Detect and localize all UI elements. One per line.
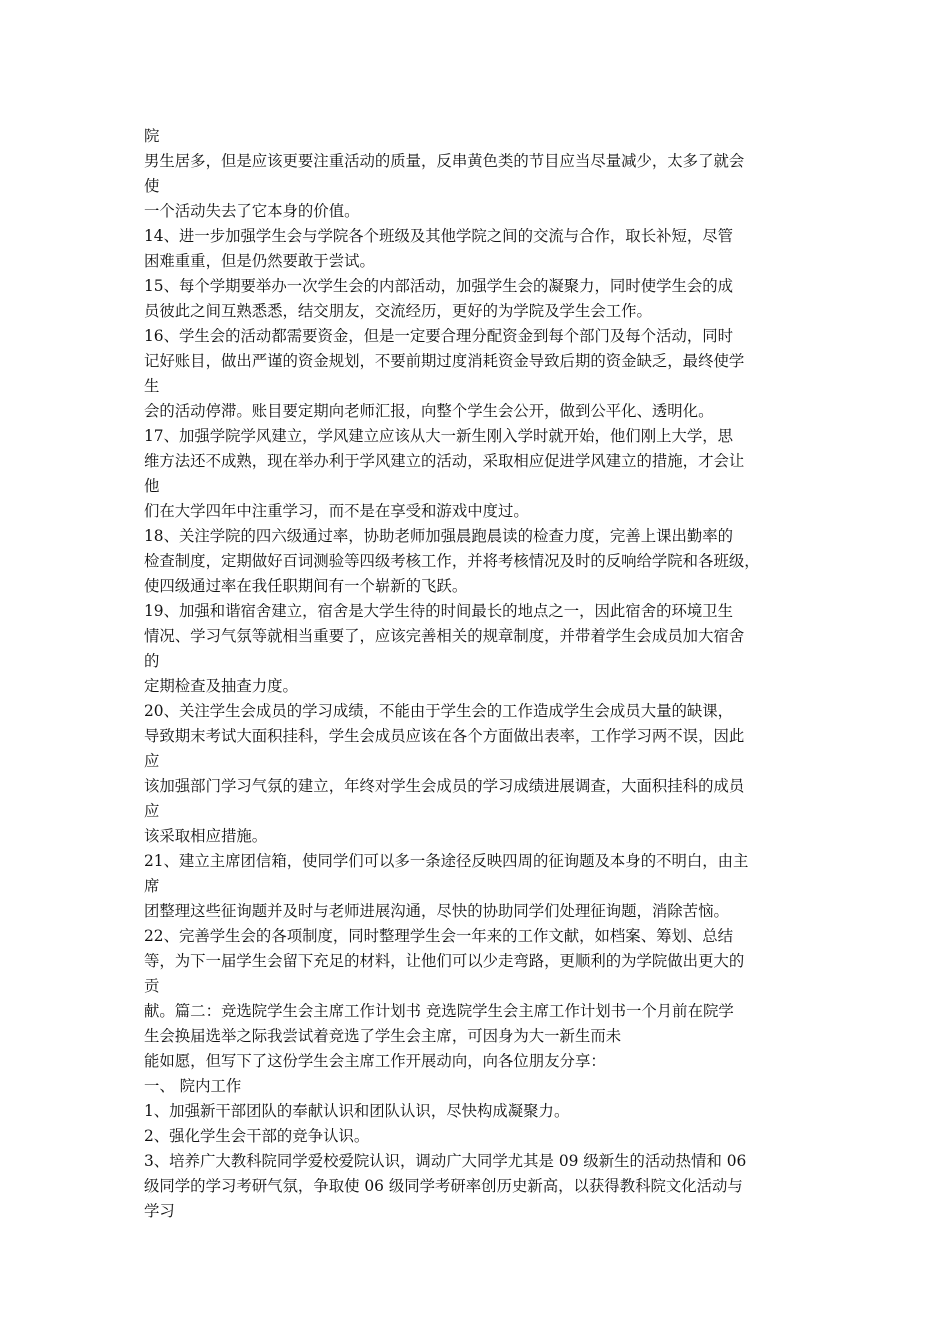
text-line: 检查制度，定期做好百词测验等四级考核工作，并将考核情况及时的反响给学院和各班级， xyxy=(144,552,760,570)
text-line: 的 xyxy=(144,652,160,670)
text-line: 22、完善学生会的各项制度，同时整理学生会一年来的工作文献，如档案、筹划、总结 xyxy=(144,927,734,945)
text-line: 一个活动失去了它本身的价值。 xyxy=(144,202,360,220)
text-line: 能如愿，但写下了这份学生会主席工作开展动向，向各位朋友分享： xyxy=(144,1052,606,1070)
text-line: 员彼此之间互熟悉悉，结交朋友，交流经历，更好的为学院及学生会工作。 xyxy=(144,302,652,320)
text-line: 18、关注学院的四六级通过率，协助老师加强晨跑晨读的检查力度，完善上课出勤率的 xyxy=(144,527,734,545)
text-line: 20、关注学生会成员的学习成绩，不能由于学生会的工作造成学生会成员大量的缺课， xyxy=(144,702,734,720)
document-body xyxy=(144,124,814,1224)
text-line: 该加强部门学习气氛的建立，年终对学生会成员的学习成绩进展调查，大面积挂科的成员 xyxy=(144,777,745,795)
text-line: 生会换届选举之际我尝试着竞选了学生会主席，可因身为大一新生而未 xyxy=(144,1027,622,1045)
text-line: 使 xyxy=(144,177,160,195)
text-line: 导致期末考试大面积挂科，学生会成员应该在各个方面做出表率，工作学习两不误，因此 xyxy=(144,727,745,745)
text-line: 男生居多，但是应该更要注重活动的质量，反串黄色类的节目应当尽量减少，太多了就会 xyxy=(144,152,745,170)
text-line: 15、每个学期要举办一次学生会的内部活动，加强学生会的凝聚力，同时使学生会的成 xyxy=(144,277,734,295)
text-line: 们在大学四年中注重学习，而不是在享受和游戏中度过。 xyxy=(144,502,529,520)
text-line: 3、培养广大教科院同学爱校爱院认识，调动广大同学尤其是 09 级新生的活动热情和 06 xyxy=(144,1152,747,1170)
text-line: 级同学的学习考研气氛，争取使 06 级同学考研率创历史新高，以获得教科院文化活动与 xyxy=(144,1177,743,1195)
text-line: 等，为下一届学生会留下充足的材料，让他们可以少走弯路，更顺利的为学院做出更大的 xyxy=(144,952,745,970)
text-line: 团整理这些征询题并及时与老师进展沟通，尽快的协助同学们处理征询题，消除苦恼。 xyxy=(144,902,729,920)
text-line: 困难重重，但是仍然要敢于尝试。 xyxy=(144,252,375,270)
text-line: 该采取相应措施。 xyxy=(144,827,268,845)
text-line: 献。篇二：竞选院学生会主席工作计划书 竞选院学生会主席工作计划书一个月前在院学 xyxy=(144,1002,734,1020)
text-line: 19、加强和谐宿舍建立，宿舍是大学生待的时间最长的地点之一，因此宿舍的环境卫生 xyxy=(144,602,734,620)
text-line: 席 xyxy=(144,877,160,895)
text-line: 贡 xyxy=(144,977,160,995)
text-line: 情况、学习气氛等就相当重要了，应该完善相关的规章制度，并带着学生会成员加大宿舍 xyxy=(144,627,745,645)
text-line: 16、学生会的活动都需要资金，但是一定要合理分配资金到每个部门及每个活动，同时 xyxy=(144,327,734,345)
text-line: 学习 xyxy=(144,1202,175,1220)
text-line: 维方法还不成熟，现在举办利于学风建立的活动，采取相应促进学风建立的措施，才会让 xyxy=(144,452,745,470)
text-line: 记好账目，做出严谨的资金规划，不要前期过度消耗资金导致后期的资金缺乏，最终使学 xyxy=(144,352,745,370)
text-line: 21、建立主席团信箱，使同学们可以多一条途径反映四周的征询题及本身的不明白，由主 xyxy=(144,852,749,870)
text-line: 14、进一步加强学生会与学院各个班级及其他学院之间的交流与合作，取长补短，尽管 xyxy=(144,227,734,245)
text-line: 应 xyxy=(144,752,160,770)
text-line: 定期检查及抽查力度。 xyxy=(144,677,298,695)
text-line: 生 xyxy=(144,377,160,395)
text-line: 院 xyxy=(144,127,160,145)
text-line: 17、加强学院学风建立，学风建立应该从大一新生刚入学时就开始，他们刚上大学，思 xyxy=(144,427,734,445)
text-line: 1、加强新干部团队的奉献认识和团队认识，尽快构成凝聚力。 xyxy=(144,1102,570,1120)
text-line: 一、 院内工作 xyxy=(144,1077,242,1095)
text-line: 会的活动停滞。账目要定期向老师汇报，向整个学生会公开，做到公平化、透明化。 xyxy=(144,402,714,420)
text-line: 他 xyxy=(144,477,160,495)
text-line: 2、强化学生会干部的竞争认识。 xyxy=(144,1127,370,1145)
text-line: 使四级通过率在我任职期间有一个崭新的飞跃。 xyxy=(144,577,468,595)
text-line: 应 xyxy=(144,802,160,820)
